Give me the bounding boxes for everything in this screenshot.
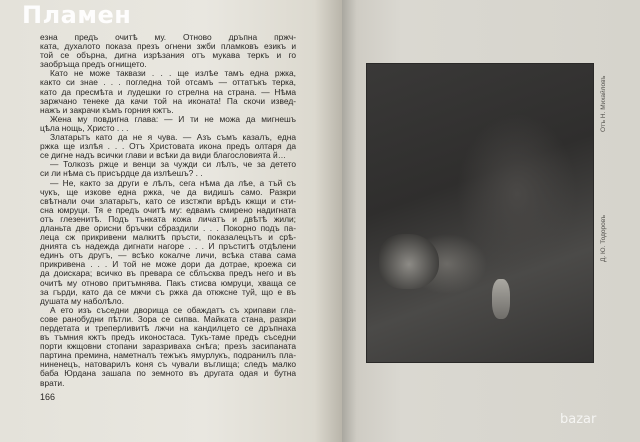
text-line: заобръща предъ огнището. [40,60,147,70]
text-line: свѣтнали очи златарьтъ, като се изстжпи врѣдъ кжщи и сти- [40,196,296,206]
text-line: отъ глезенитѣ. Подъ тънката кожа личатъ и двѣтѣ жили; [40,214,296,224]
text-line: си ли нѣма съ присърдце да излѣешъ? . . [40,169,203,179]
text-line: врати. [40,378,65,388]
caption-artist: Д. Ю. Тодоровъ [600,214,607,262]
text-line: ржка ще излѣя . . . Отъ Христовата икона предъ олтаря да [40,142,296,152]
text-line: днията съ надежда дигнати нагоре . . . И пръститѣ отдѣлени [40,242,296,252]
text-line: сове ранобудни пѣтли. Зора се сипва. Майката стана, разкри [40,314,296,324]
text-line: както си знае . . . погледна той отсамъ — оттатъкъ терка, [40,78,296,88]
text-line: дланьта две орисни бръчки сбраздили . . . Покорно подъ па- [40,223,296,233]
text-line: нажъ и закрачи къмъ горния кжтъ. [40,105,174,115]
text-line: да доискара; всичко въ превара се сблъсква предъ него и въ [40,269,296,279]
text-line: Като не може таквази . . . ще излѣе тамъ една ржка, [50,69,296,79]
text-line: сна юмруци. Тя е предъ очитѣ му: едвамъ смирено надигната [40,205,296,215]
text-line: Жена му повдигна глава: — И ти не можа да мигнешъ [50,114,296,124]
text-line: цѣла нощь, Христо . . . [40,123,129,133]
illustration-face [379,234,439,289]
text-line: за гърди, като да се мжчи съ ржка да откжсне туй, що е въ [40,287,296,297]
text-line: езна предъ очитѣ му. Отново дръпна пржч- [40,33,296,42]
text-line: А ето изъ съседни дворища се обаждатъ съ хрипави гла- [50,305,296,315]
text-line: леца сж прикривени малкитѣ пръсти, показалецътъ и срѣ- [40,233,296,243]
watermark-bottom: bazar [560,412,597,427]
text-line: порти кжщовни стопани заразриваха снѣга; презъ засипаната [40,342,296,352]
text-line: единъ отъ другъ, — всѣко кокалче личи, всѣка става сама [40,251,296,261]
text-line: ниненецъ, натоварилъ коня съ чували въглища; следъ малко [40,360,296,370]
text-line: пердетата и треперливитѣ лжчи на кандилцето се дръпнаха [40,324,296,333]
caption-source: Отъ Н. Михайловъ [600,75,607,132]
text-line: Златарьтъ като да не я чува. — Азъ съмъ казалъ, една [50,133,296,143]
text-line: очитѣ му отново притъмнява. Пакъ стисва юмруци, хваща се [40,278,296,288]
text-line: като да пресмѣта и лудешки го стрелна на страна. — Нѣма [40,87,296,97]
text-line: — Толкозъ ржце и венци за чужди си лѣлъ, че за детето [50,160,296,170]
body-text [40,33,296,388]
watermark-top: Пламен [22,1,132,29]
text-line: партина премина, наметналъ тежъкъ ямурлукъ, подранилъ пла- [40,351,296,361]
text-line: баба Юрдана зашапа по земното въ другата одая и бутна [40,369,296,379]
text-line: чукъ, ще изкове една ржка, че да видишъ само. Разкри [40,187,296,197]
text-line: прикривена . . . И той не може дори да дотрае, кроежа си [40,260,296,270]
text-line: се дигне надъ всички глави и всѣки да види благословията й… [40,151,287,161]
text-line: душата му наболѣло. [40,296,124,306]
text-line: — Не, както за други е лѣлъ, сега нѣма да лѣе, а тъй съ [50,178,296,188]
page-number: 166 [40,392,56,402]
text-line: ката, духалото показа презъ огнени зжби пламковъ езикъ и [40,42,296,52]
text-line: той се обърна, дигна изрѣзания отъ мукава теркъ и го [40,51,296,61]
text-line: въ тъмния кжтъ предъ иконостаса. Тукъ-таме предъ съседни [40,333,296,343]
portrait-illustration [366,63,594,363]
text-line: заржчано тенеке да качи той на иконата! Па скочи извед- [40,96,296,106]
illustration-hand [492,279,510,319]
